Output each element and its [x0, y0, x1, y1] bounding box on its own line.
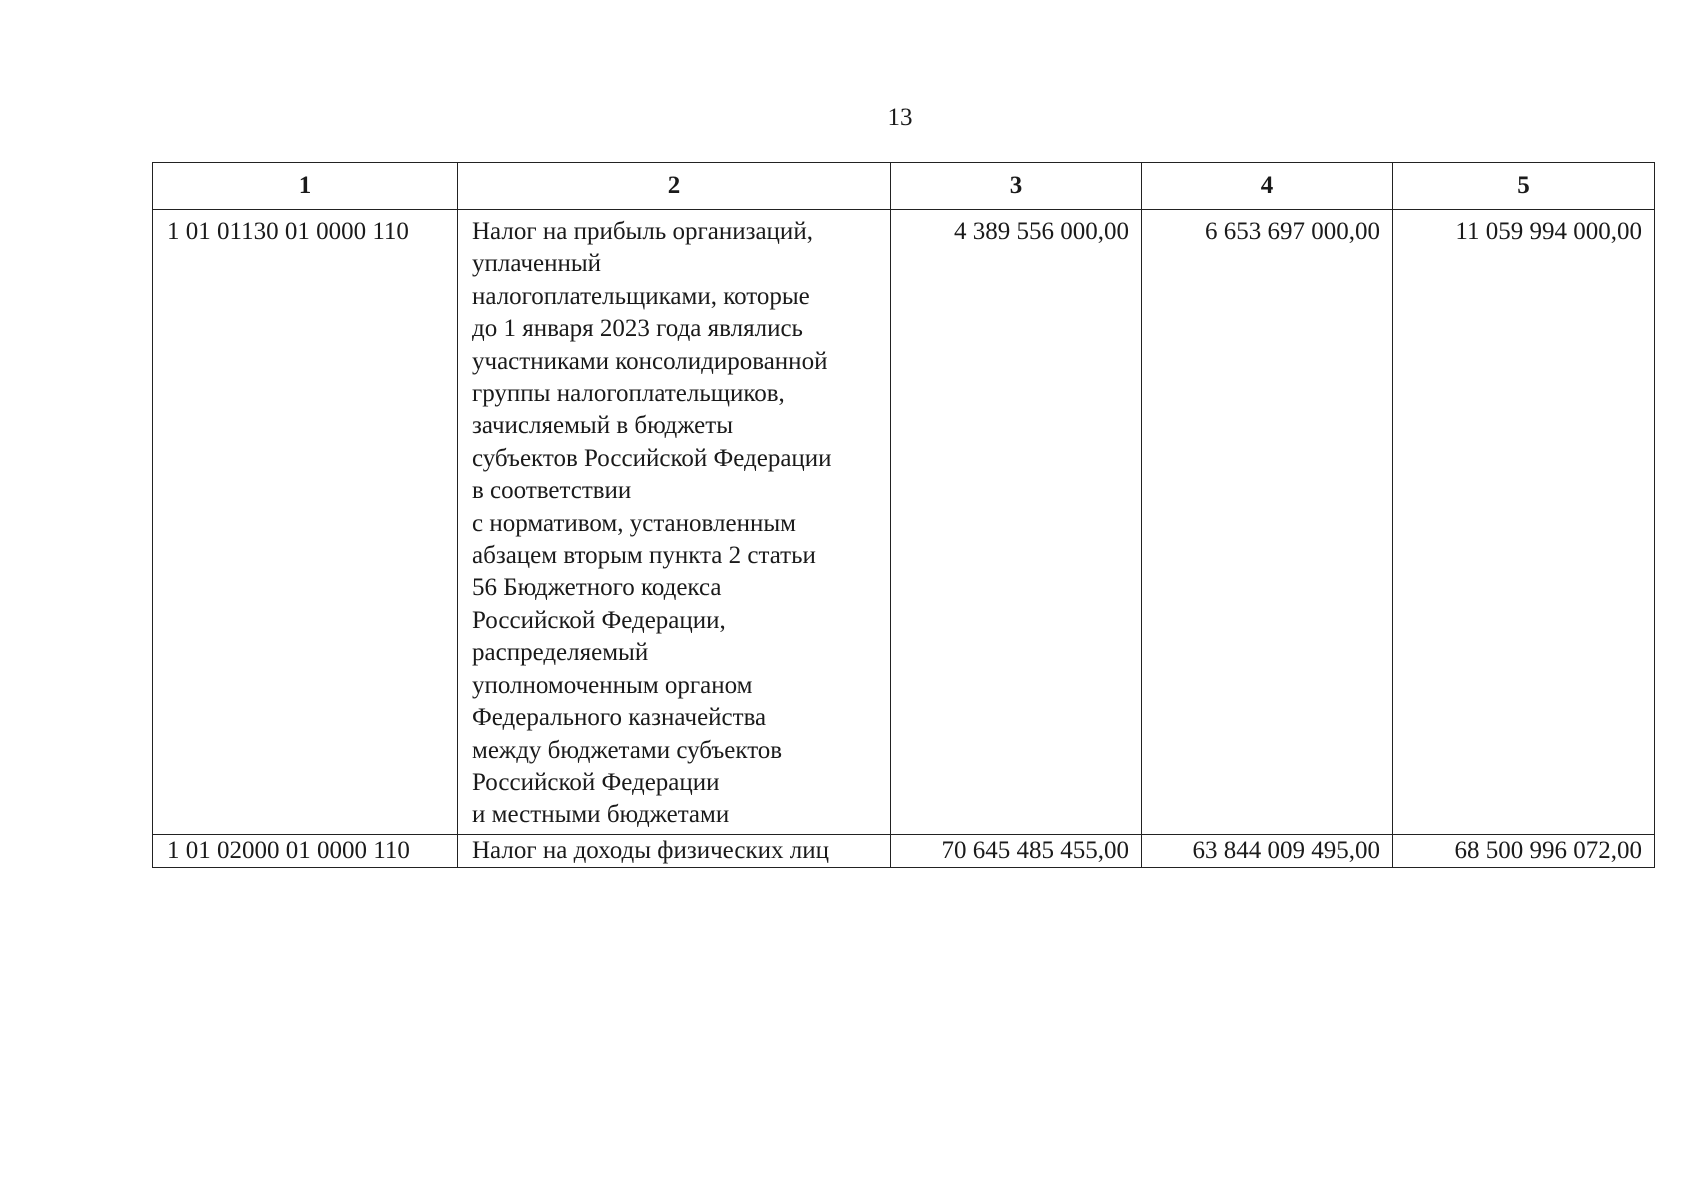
name-line: абзацем вторым пункта 2 статьи	[472, 542, 816, 570]
row-name-cell	[458, 210, 891, 835]
table-row	[153, 210, 1655, 835]
table-row	[153, 834, 1655, 867]
column-header-2: 2	[458, 163, 891, 210]
name-line: до 1 января 2023 года являлись	[472, 315, 803, 343]
row-value-cell-3: 4 389 556 000,00	[891, 210, 1142, 835]
name-line: с нормативом, установленным	[472, 509, 796, 537]
page-number: 13	[887, 104, 913, 131]
column-header-3: 3	[891, 163, 1142, 210]
name-line: зачисляемый в бюджеты	[472, 412, 733, 440]
row-value-cell-4: 63 844 009 495,00	[1142, 834, 1393, 867]
name-line: между бюджетами субъектов	[472, 736, 783, 764]
table-header-row	[153, 163, 1655, 210]
name-line: налогоплательщиками, которые	[472, 282, 810, 310]
name-line: в соответствии	[472, 477, 632, 505]
name-line: 56 Бюджетного кодекса	[472, 574, 722, 602]
name-line: Российской Федерации	[472, 768, 720, 796]
column-header-4: 4	[1142, 163, 1393, 210]
row-name-cell: Налог на доходы физических лиц	[458, 834, 891, 867]
row-value-cell-5: 68 500 996 072,00	[1393, 834, 1655, 867]
name-line: субъектов Российской Федерации	[472, 444, 832, 472]
name-line: группы налогоплательщиков,	[472, 380, 785, 408]
name-line: Федерального казначейства	[472, 704, 767, 732]
name-line: участниками консолидированной	[472, 347, 828, 375]
row-code-cell: 1 01 02000 01 0000 110	[153, 834, 458, 867]
budget-revenue-table	[152, 162, 1655, 868]
column-header-5: 5	[1393, 163, 1655, 210]
row-code-cell: 1 01 01130 01 0000 110	[153, 210, 458, 835]
row-value-cell-3: 70 645 485 455,00	[891, 834, 1142, 867]
name-line: уполномоченным органом	[472, 671, 753, 699]
name-line: Налог на прибыль организаций,	[472, 218, 813, 245]
name-line: уплаченный	[472, 250, 602, 278]
name-line: Российской Федерации,	[472, 606, 726, 634]
column-header-1: 1	[153, 163, 458, 210]
row-value-cell-5: 11 059 994 000,00	[1393, 210, 1655, 835]
row-value-cell-4: 6 653 697 000,00	[1142, 210, 1393, 835]
name-line: и местными бюджетами	[472, 801, 730, 829]
name-line: распределяемый	[472, 639, 649, 667]
